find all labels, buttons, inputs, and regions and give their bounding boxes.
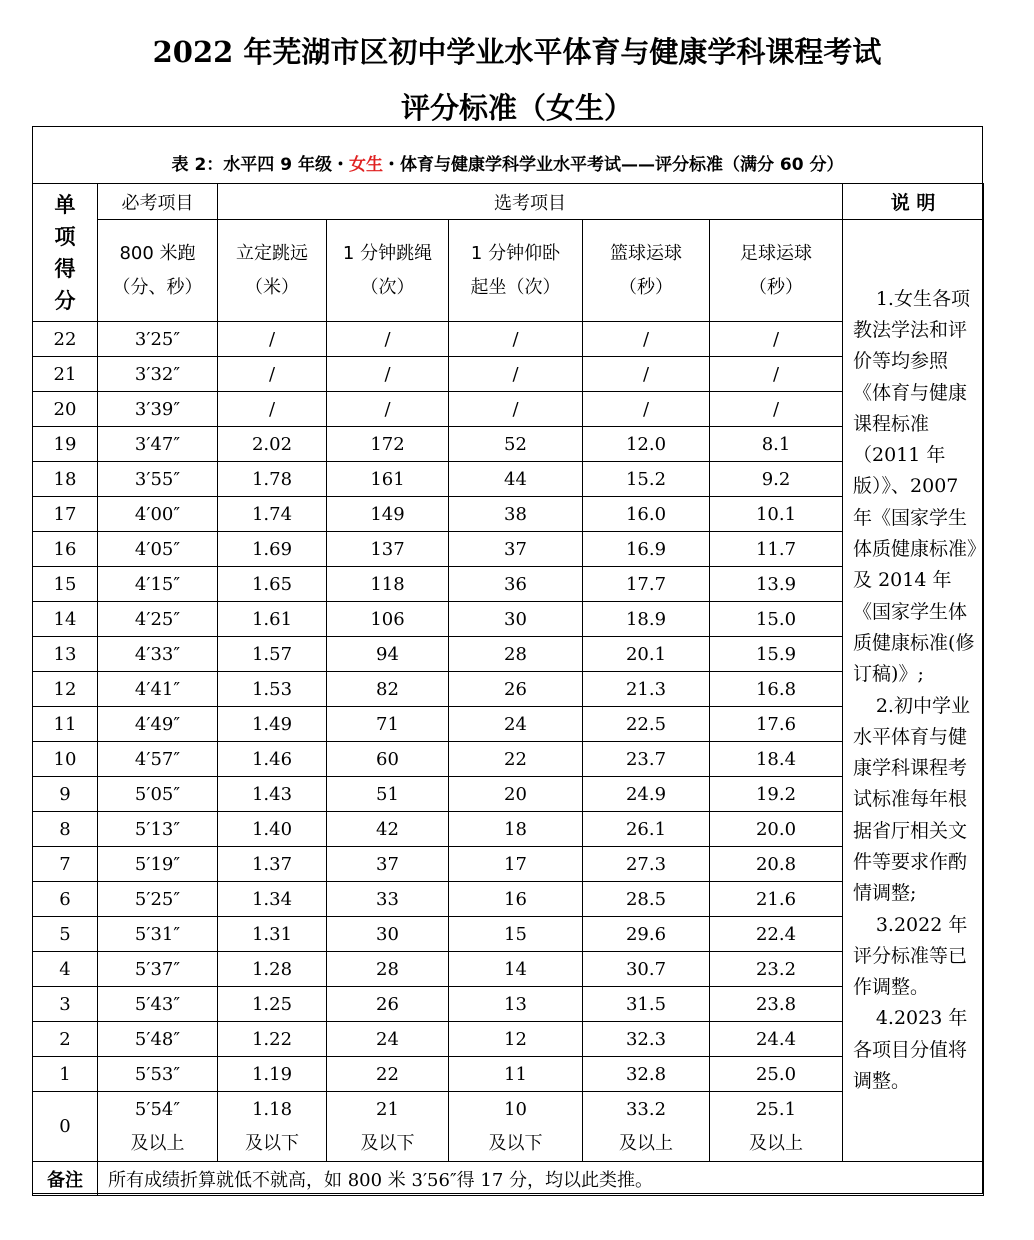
header-row-2 (33, 220, 984, 322)
value-cell: 1.31 (218, 917, 327, 952)
optional-header: 选考项目 (218, 184, 843, 220)
table-row (33, 602, 984, 637)
item-header-run: 800 米跑 （分、秒） (98, 220, 218, 322)
value-cell: 5′53″ (98, 1057, 218, 1092)
value-cell: 137 (327, 532, 449, 567)
score-cell: 9 (33, 777, 98, 812)
value-cell: 33.2 及以上 (583, 1092, 710, 1162)
value-cell: 1.78 (218, 462, 327, 497)
value-cell: 172 (327, 427, 449, 462)
caption-highlight: 女生 (348, 155, 383, 175)
score-cell: 7 (33, 847, 98, 882)
item-header-situp: 1 分钟仰卧 起坐（次） (449, 220, 583, 322)
value-cell: 16.0 (583, 497, 710, 532)
value-cell: 30 (449, 602, 583, 637)
value-cell: 1.57 (218, 637, 327, 672)
value-cell: 1.61 (218, 602, 327, 637)
value-cell: 1.37 (218, 847, 327, 882)
score-cell: 4 (33, 952, 98, 987)
value-cell: / (218, 392, 327, 427)
scoring-table (32, 183, 984, 1196)
table-row (33, 987, 984, 1022)
value-cell: 4′25″ (98, 602, 218, 637)
value-cell: 25.0 (710, 1057, 843, 1092)
value-cell: 44 (449, 462, 583, 497)
value-cell: 118 (327, 567, 449, 602)
value-cell: 1.25 (218, 987, 327, 1022)
value-cell: 23.8 (710, 987, 843, 1022)
value-cell: 26.1 (583, 812, 710, 847)
value-cell: 13 (449, 987, 583, 1022)
value-cell: 24.9 (583, 777, 710, 812)
table-row (33, 672, 984, 707)
value-cell: 1.74 (218, 497, 327, 532)
value-cell: / (327, 392, 449, 427)
value-cell: 3′47″ (98, 427, 218, 462)
value-cell: 42 (327, 812, 449, 847)
value-cell: / (449, 392, 583, 427)
score-cell: 14 (33, 602, 98, 637)
value-cell: 14 (449, 952, 583, 987)
value-cell: 16.8 (710, 672, 843, 707)
value-cell: 60 (327, 742, 449, 777)
value-cell: 51 (327, 777, 449, 812)
value-cell: / (449, 322, 583, 357)
score-cell: 5 (33, 917, 98, 952)
value-cell: / (583, 392, 710, 427)
value-cell: 106 (327, 602, 449, 637)
value-cell: 149 (327, 497, 449, 532)
score-cell: 13 (33, 637, 98, 672)
score-cell: 10 (33, 742, 98, 777)
score-cell: 21 (33, 357, 98, 392)
note-3: 3.2022 年评分标准等已作调整。 (853, 913, 968, 999)
table-row (33, 742, 984, 777)
value-cell: / (218, 322, 327, 357)
value-cell: 30.7 (583, 952, 710, 987)
value-cell: 1.46 (218, 742, 327, 777)
value-cell: 15.2 (583, 462, 710, 497)
score-cell: 18 (33, 462, 98, 497)
value-cell: 1.65 (218, 567, 327, 602)
value-cell: 32.3 (583, 1022, 710, 1057)
value-cell: 4′15″ (98, 567, 218, 602)
value-cell: 24 (327, 1022, 449, 1057)
table-row (33, 322, 984, 357)
score-cell: 15 (33, 567, 98, 602)
score-cell: 3 (33, 987, 98, 1022)
value-cell: 1.28 (218, 952, 327, 987)
value-cell: 22 (449, 742, 583, 777)
value-cell: 15.9 (710, 637, 843, 672)
value-cell: 11.7 (710, 532, 843, 567)
value-cell: 17.7 (583, 567, 710, 602)
table-row (33, 1057, 984, 1092)
value-cell: 37 (449, 532, 583, 567)
value-cell: 8.1 (710, 427, 843, 462)
value-cell: 20 (449, 777, 583, 812)
table-row (33, 917, 984, 952)
value-cell: 24 (449, 707, 583, 742)
table-caption (32, 126, 983, 183)
value-cell: / (710, 357, 843, 392)
table-row (33, 847, 984, 882)
value-cell: 71 (327, 707, 449, 742)
value-cell: 4′00″ (98, 497, 218, 532)
value-cell: / (327, 322, 449, 357)
note-1: 1.女生各项教法学法和评价等均参照《体育与健康课程标准（2011 年版）》、2007 年《国家学生体质健康标准》及 2014 年《国家学生体质健康标准(修订稿)》; (853, 287, 977, 686)
value-cell: 22 (327, 1057, 449, 1092)
value-cell: 4′33″ (98, 637, 218, 672)
value-cell: 3′25″ (98, 322, 218, 357)
value-cell: / (710, 392, 843, 427)
table-row (33, 567, 984, 602)
score-cell: 17 (33, 497, 98, 532)
table-row (33, 812, 984, 847)
value-cell: 21.3 (583, 672, 710, 707)
value-cell: 5′05″ (98, 777, 218, 812)
value-cell: 1.22 (218, 1022, 327, 1057)
table-row (33, 392, 984, 427)
value-cell: 82 (327, 672, 449, 707)
caption-suffix: ・体育与健康学科学业水平考试——评分标准（满分 60 分） (382, 155, 844, 175)
value-cell: 20.1 (583, 637, 710, 672)
note-2: 2.初中学业水平体育与健康学科课程考试标准每年根据省厅相关文件等要求作酌情调整; (853, 694, 970, 905)
value-cell: / (327, 357, 449, 392)
score-cell: 1 (33, 1057, 98, 1092)
table-row (33, 427, 984, 462)
footer-row (33, 1162, 984, 1196)
value-cell: 23.7 (583, 742, 710, 777)
value-cell: 38 (449, 497, 583, 532)
value-cell: 23.2 (710, 952, 843, 987)
item-header-basketball: 篮球运球 （秒） (583, 220, 710, 322)
value-cell: 5′25″ (98, 882, 218, 917)
score-cell: 11 (33, 707, 98, 742)
value-cell: 30 (327, 917, 449, 952)
value-cell: 1.18 及以下 (218, 1092, 327, 1162)
value-cell: 1.43 (218, 777, 327, 812)
score-cell: 8 (33, 812, 98, 847)
value-cell: 4′49″ (98, 707, 218, 742)
table-row (33, 357, 984, 392)
value-cell: / (583, 357, 710, 392)
value-cell: 22.4 (710, 917, 843, 952)
value-cell: 21 及以下 (327, 1092, 449, 1162)
value-cell: 5′43″ (98, 987, 218, 1022)
score-cell: 20 (33, 392, 98, 427)
value-cell: 20.0 (710, 812, 843, 847)
value-cell: 16 (449, 882, 583, 917)
value-cell: 31.5 (583, 987, 710, 1022)
value-cell: 24.4 (710, 1022, 843, 1057)
value-cell: / (218, 357, 327, 392)
page-subtitle: 评分标准（女生） (400, 91, 633, 125)
value-cell: 1.53 (218, 672, 327, 707)
value-cell: 28 (449, 637, 583, 672)
value-cell: 11 (449, 1057, 583, 1092)
value-cell: 28 (327, 952, 449, 987)
value-cell: 15 (449, 917, 583, 952)
value-cell: 32.8 (583, 1057, 710, 1092)
value-cell: / (710, 322, 843, 357)
score-cell: 16 (33, 532, 98, 567)
value-cell: 4′05″ (98, 532, 218, 567)
score-cell: 22 (33, 322, 98, 357)
value-cell: 16.9 (583, 532, 710, 567)
item-header-jump: 立定跳远 （米） (218, 220, 327, 322)
score-header: 单 项 得 分 (33, 184, 98, 322)
table-row (33, 637, 984, 672)
value-cell: 4′57″ (98, 742, 218, 777)
score-cell: 6 (33, 882, 98, 917)
value-cell: 26 (327, 987, 449, 1022)
value-cell: 22.5 (583, 707, 710, 742)
note-4: 4.2023 年各项目分值将调整。 (853, 1007, 968, 1093)
value-cell: 12.0 (583, 427, 710, 462)
value-cell: 5′19″ (98, 847, 218, 882)
value-cell: 5′48″ (98, 1022, 218, 1057)
value-cell: 17 (449, 847, 583, 882)
value-cell: 4′41″ (98, 672, 218, 707)
value-cell: 10 及以下 (449, 1092, 583, 1162)
value-cell: 21.6 (710, 882, 843, 917)
value-cell: 2.02 (218, 427, 327, 462)
value-cell: 13.9 (710, 567, 843, 602)
value-cell: 3′55″ (98, 462, 218, 497)
value-cell: 12 (449, 1022, 583, 1057)
value-cell: 18.9 (583, 602, 710, 637)
value-cell: 1.19 (218, 1057, 327, 1092)
value-cell: 33 (327, 882, 449, 917)
notes-cell (843, 220, 984, 1162)
value-cell: 10.1 (710, 497, 843, 532)
score-cell: 12 (33, 672, 98, 707)
value-cell: 1.40 (218, 812, 327, 847)
caption-prefix: 表 2：水平四 9 年级・ (171, 155, 349, 175)
value-cell: 27.3 (583, 847, 710, 882)
value-cell: 19.2 (710, 777, 843, 812)
value-cell: 5′31″ (98, 917, 218, 952)
footer-text: 所有成绩折算就低不就高，如 800 米 3′56″得 17 分，均以此类推。 (98, 1162, 984, 1196)
value-cell: 3′39″ (98, 392, 218, 427)
value-cell: 18.4 (710, 742, 843, 777)
table-row (33, 1022, 984, 1057)
value-cell: 1.34 (218, 882, 327, 917)
value-cell: 17.6 (710, 707, 843, 742)
value-cell: 52 (449, 427, 583, 462)
item-header-rope: 1 分钟跳绳 （次） (327, 220, 449, 322)
value-cell: 18 (449, 812, 583, 847)
value-cell: / (583, 322, 710, 357)
value-cell: 15.0 (710, 602, 843, 637)
notes-header: 说 明 (843, 184, 984, 220)
value-cell: 94 (327, 637, 449, 672)
value-cell: 1.49 (218, 707, 327, 742)
footer-label: 备注 (33, 1162, 98, 1196)
table-row (33, 462, 984, 497)
value-cell: 3′32″ (98, 357, 218, 392)
value-cell: 1.69 (218, 532, 327, 567)
table-row (33, 497, 984, 532)
header-row-1 (33, 184, 984, 220)
table-row (33, 777, 984, 812)
value-cell: 5′13″ (98, 812, 218, 847)
value-cell: 37 (327, 847, 449, 882)
value-cell: 26 (449, 672, 583, 707)
table-row-zero (33, 1092, 984, 1162)
score-cell: 0 (33, 1092, 98, 1162)
page-title: 2022 年芜湖市区初中学业水平体育与健康学科课程考试 (152, 35, 882, 69)
score-cell: 2 (33, 1022, 98, 1057)
value-cell: 20.8 (710, 847, 843, 882)
table-row (33, 707, 984, 742)
table-row (33, 532, 984, 567)
value-cell: 25.1 及以上 (710, 1092, 843, 1162)
table-row (33, 952, 984, 987)
item-header-football: 足球运球 （秒） (710, 220, 843, 322)
value-cell: 5′37″ (98, 952, 218, 987)
value-cell: 9.2 (710, 462, 843, 497)
value-cell: / (449, 357, 583, 392)
value-cell: 5′54″ 及以上 (98, 1092, 218, 1162)
required-header: 必考项目 (98, 184, 218, 220)
score-cell: 19 (33, 427, 98, 462)
value-cell: 28.5 (583, 882, 710, 917)
table-row (33, 882, 984, 917)
value-cell: 36 (449, 567, 583, 602)
value-cell: 29.6 (583, 917, 710, 952)
value-cell: 161 (327, 462, 449, 497)
